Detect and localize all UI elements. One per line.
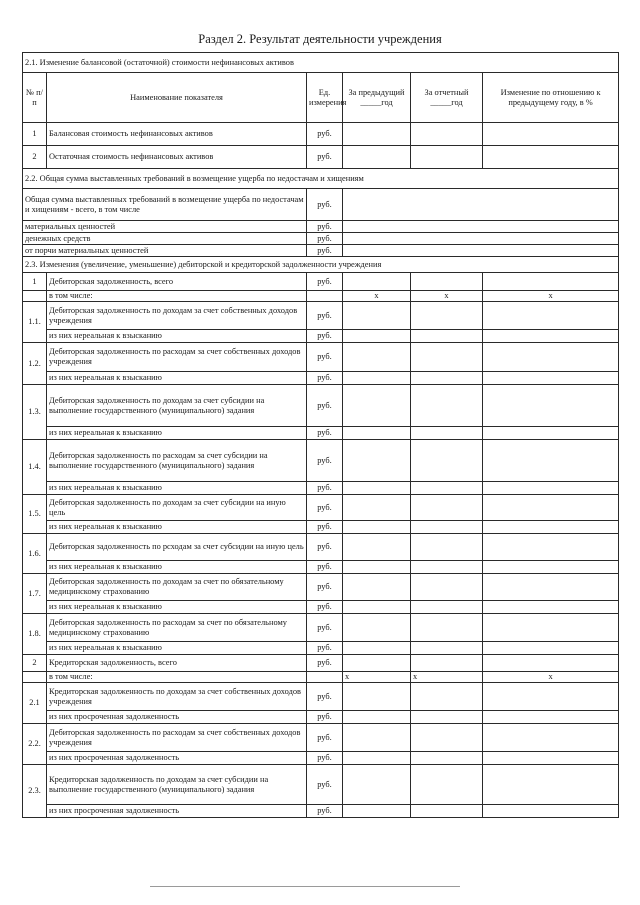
row-name: Дебиторская задолженность по расходам за счет субсидии на выполнение государственного (муниципального) задания <box>47 440 307 482</box>
row-name: Дебиторская задолженность, всего <box>47 273 307 291</box>
cell-change[interactable] <box>483 427 619 440</box>
cell-prev-year[interactable] <box>343 683 411 711</box>
section-2-3-title: 2.3. Изменения (увеличение, уменьшение) дебиторской и кредиторской задолженности учреждения <box>23 257 619 273</box>
row-name: Кредиторская задолженность по доходам за счет субсидии на выполнение государственного (муниципального) задания <box>47 765 307 805</box>
cell-value[interactable] <box>343 233 619 245</box>
cell-prev-year[interactable] <box>343 805 411 818</box>
cell-change[interactable] <box>483 614 619 642</box>
row-name: Дебиторская задолженность по доходам за счет по обязательному медицинскому страхованию <box>47 574 307 601</box>
row-subname: из них просроченная задолженность <box>47 711 307 724</box>
row-subname: из них нереальная к взысканию <box>47 521 307 534</box>
row-unit <box>307 291 343 302</box>
row-name: денежных средств <box>23 233 307 245</box>
row-num: 1.2. <box>23 343 47 385</box>
row-name: Дебиторская задолженность по доходам за счет субсидии на иную цель <box>47 495 307 521</box>
row-num: 2.2. <box>23 724 47 765</box>
cell-change[interactable] <box>483 123 619 146</box>
row-name: в том числе: <box>47 291 307 302</box>
row-unit: руб. <box>307 330 343 343</box>
footer-line <box>150 886 460 887</box>
cell-change[interactable] <box>483 440 619 482</box>
cell-prev-year[interactable] <box>343 574 411 601</box>
row-subname: из них нереальная к взысканию <box>47 427 307 440</box>
cell-prev-year[interactable] <box>343 752 411 765</box>
section-2-2-row <box>23 169 619 189</box>
row-unit: руб. <box>307 711 343 724</box>
cell-report-year[interactable] <box>411 440 483 482</box>
cell-change[interactable] <box>483 765 619 805</box>
cell-prev-year[interactable] <box>343 427 411 440</box>
cell-prev-year[interactable] <box>343 711 411 724</box>
table-row <box>23 724 619 752</box>
cell-report-year[interactable] <box>411 601 483 614</box>
row-unit: руб. <box>307 372 343 385</box>
cell-report-year[interactable] <box>411 805 483 818</box>
row-unit: руб. <box>307 752 343 765</box>
table-row <box>23 601 619 614</box>
row-num <box>23 291 47 302</box>
table-row <box>23 123 619 146</box>
row-num: 1.4. <box>23 440 47 495</box>
row-unit: руб. <box>307 805 343 818</box>
row-unit: руб. <box>307 724 343 752</box>
row-num: 1.8. <box>23 614 47 655</box>
cell-change[interactable] <box>483 343 619 372</box>
row-unit: руб. <box>307 642 343 655</box>
cell-change[interactable] <box>483 655 619 672</box>
row-unit: руб. <box>307 601 343 614</box>
table-row <box>23 655 619 672</box>
row-num: 2.3. <box>23 765 47 818</box>
row-name: Дебиторская задолженность по доходам за счет субсидии на выполнение государственного (муниципального) задания <box>47 385 307 427</box>
table-row <box>23 561 619 574</box>
row-name: Дебиторская задолженность по доходам за счет собственных доходов учреждения <box>47 302 307 330</box>
section-2-1-title: 2.1. Изменение балансовой (остаточной) стоимости нефинансовых активов <box>23 53 619 73</box>
table-row <box>23 521 619 534</box>
row-unit: руб. <box>307 614 343 642</box>
row-unit: руб. <box>307 655 343 672</box>
cell-report-year[interactable] <box>411 302 483 330</box>
cell-change[interactable] <box>483 534 619 561</box>
cell-report-year[interactable] <box>411 385 483 427</box>
header-unit: Ед. измерения <box>307 73 343 123</box>
row-unit: руб. <box>307 765 343 805</box>
row-num: 1.3. <box>23 385 47 440</box>
table-row <box>23 614 619 642</box>
cell-change[interactable] <box>483 482 619 495</box>
table-row <box>23 427 619 440</box>
cell-mark: x <box>411 672 483 683</box>
row-num: 1.6. <box>23 534 47 574</box>
cell-report-year[interactable] <box>411 724 483 752</box>
table-row <box>23 711 619 724</box>
table-row <box>23 683 619 711</box>
table-row <box>23 330 619 343</box>
table-row <box>23 672 619 683</box>
header-num: № п/п <box>23 73 47 123</box>
cell-report-year[interactable] <box>411 711 483 724</box>
cell-report-year[interactable] <box>411 614 483 642</box>
column-header-row <box>23 73 619 123</box>
cell-prev-year[interactable] <box>343 385 411 427</box>
cell-change[interactable] <box>483 752 619 765</box>
cell-change[interactable] <box>483 302 619 330</box>
cell-report-year[interactable] <box>411 343 483 372</box>
row-num: 1 <box>23 273 47 291</box>
cell-change[interactable] <box>483 146 619 169</box>
row-subname: из них нереальная к взысканию <box>47 330 307 343</box>
table-row <box>23 534 619 561</box>
cell-report-year[interactable] <box>411 765 483 805</box>
table-row <box>23 146 619 169</box>
table-row <box>23 221 619 233</box>
row-num: 2 <box>23 146 47 169</box>
header-change: Изменение по отношению к предыдущему году, в % <box>483 73 619 123</box>
cell-report-year[interactable] <box>411 574 483 601</box>
row-unit: руб. <box>307 343 343 372</box>
cell-change[interactable] <box>483 495 619 521</box>
cell-prev-year[interactable] <box>343 601 411 614</box>
cell-prev-year[interactable] <box>343 534 411 561</box>
cell-prev-year[interactable] <box>343 482 411 495</box>
cell-prev-year[interactable] <box>343 561 411 574</box>
cell-report-year[interactable] <box>411 482 483 495</box>
row-unit: руб. <box>307 221 343 233</box>
cell-prev-year[interactable] <box>343 765 411 805</box>
row-name: Остаточная стоимость нефинансовых активов <box>47 146 307 169</box>
row-name: в том числе: <box>47 672 307 683</box>
row-num: 1.7. <box>23 574 47 614</box>
row-num: 1.1. <box>23 302 47 343</box>
row-name: Кредиторская задолженность по доходам за счет собственных доходов учреждения <box>47 683 307 711</box>
cell-change[interactable] <box>483 574 619 601</box>
table-row <box>23 233 619 245</box>
section-2-2-title: 2.2. Общая сумма выставленных требований в возмещение ущерба по недостачам и хищениям <box>23 169 619 189</box>
row-name: от порчи материальных ценностей <box>23 245 307 257</box>
row-unit: руб. <box>307 123 343 146</box>
cell-mark: x <box>343 672 411 683</box>
row-name: Кредиторская задолженность, всего <box>47 655 307 672</box>
cell-report-year[interactable] <box>411 561 483 574</box>
row-unit: руб. <box>307 534 343 561</box>
cell-mark: x <box>343 291 411 302</box>
row-num: 1 <box>23 123 47 146</box>
row-num: 1.5. <box>23 495 47 534</box>
table-row <box>23 805 619 818</box>
page-title: Раздел 2. Результат деятельности учреждения <box>198 32 442 46</box>
row-unit: руб. <box>307 495 343 521</box>
table-row <box>23 385 619 427</box>
row-name: материальных ценностей <box>23 221 307 233</box>
table-row <box>23 574 619 601</box>
cell-change[interactable] <box>483 805 619 818</box>
cell-prev-year[interactable] <box>343 614 411 642</box>
cell-report-year[interactable] <box>411 495 483 521</box>
row-unit: руб. <box>307 146 343 169</box>
row-subname: из них нереальная к взысканию <box>47 601 307 614</box>
cell-change[interactable] <box>483 521 619 534</box>
row-unit: руб. <box>307 273 343 291</box>
cell-value[interactable] <box>343 189 619 221</box>
table-row <box>23 495 619 521</box>
row-subname: из них нереальная к взысканию <box>47 561 307 574</box>
table-row <box>23 302 619 330</box>
row-subname: из них нереальная к взысканию <box>47 372 307 385</box>
cell-report-year[interactable] <box>411 372 483 385</box>
cell-prev-year[interactable] <box>343 655 411 672</box>
row-name: Балансовая стоимость нефинансовых активов <box>47 123 307 146</box>
cell-change[interactable] <box>483 724 619 752</box>
section-2-1-row <box>23 53 619 73</box>
cell-prev-year[interactable] <box>343 343 411 372</box>
cell-report-year[interactable] <box>411 534 483 561</box>
cell-prev-year[interactable] <box>343 495 411 521</box>
cell-change[interactable] <box>483 330 619 343</box>
cell-prev-year[interactable] <box>343 372 411 385</box>
row-name: Дебиторская задолженность по расходам за счет собственных доходов учреждения <box>47 343 307 372</box>
row-name: Дебиторская задолженность по рсходам за счет субсидии на иную цель <box>47 534 307 561</box>
row-subname: из них просроченная задолженность <box>47 752 307 765</box>
cell-report-year[interactable] <box>411 752 483 765</box>
table-row <box>23 189 619 221</box>
cell-prev-year[interactable] <box>343 123 411 146</box>
row-subname: из них просроченная задолженность <box>47 805 307 818</box>
row-name: Общая сумма выставленных требований в возмещение ущерба по недостачам и хищениям - всего, в том числе <box>23 189 307 221</box>
cell-value[interactable] <box>343 245 619 257</box>
cell-report-year[interactable] <box>411 521 483 534</box>
row-unit: руб. <box>307 574 343 601</box>
cell-change[interactable] <box>483 601 619 614</box>
row-unit: руб. <box>307 427 343 440</box>
cell-prev-year[interactable] <box>343 724 411 752</box>
cell-change[interactable] <box>483 561 619 574</box>
report-table <box>22 52 619 818</box>
cell-mark: x <box>483 291 619 302</box>
cell-prev-year[interactable] <box>343 642 411 655</box>
row-num: 2 <box>23 655 47 672</box>
cell-value[interactable] <box>343 221 619 233</box>
row-unit: руб. <box>307 521 343 534</box>
table-row <box>23 273 619 291</box>
cell-report-year[interactable] <box>411 642 483 655</box>
header-prev-year: За предыдущий _____год <box>343 73 411 123</box>
table-row <box>23 752 619 765</box>
cell-change[interactable] <box>483 683 619 711</box>
row-unit: руб. <box>307 233 343 245</box>
table-row <box>23 372 619 385</box>
row-unit: руб. <box>307 482 343 495</box>
section-2-3-row <box>23 257 619 273</box>
row-unit: руб. <box>307 683 343 711</box>
table-row <box>23 245 619 257</box>
cell-change[interactable] <box>483 372 619 385</box>
row-num <box>23 672 47 683</box>
row-num: 2.1 <box>23 683 47 724</box>
row-unit: руб. <box>307 440 343 482</box>
row-name: Дебиторская задолженность по расходам за счет по обязательному медицинскому страхованию <box>47 614 307 642</box>
row-unit: руб. <box>307 561 343 574</box>
row-unit: руб. <box>307 302 343 330</box>
cell-report-year[interactable] <box>411 427 483 440</box>
cell-prev-year[interactable] <box>343 521 411 534</box>
cell-prev-year[interactable] <box>343 440 411 482</box>
cell-report-year[interactable] <box>411 146 483 169</box>
row-unit: руб. <box>307 385 343 427</box>
cell-prev-year[interactable] <box>343 146 411 169</box>
header-report-year: За отчетный _____год <box>411 73 483 123</box>
cell-prev-year[interactable] <box>343 330 411 343</box>
cell-prev-year[interactable] <box>343 302 411 330</box>
cell-report-year[interactable] <box>411 655 483 672</box>
table-row <box>23 440 619 482</box>
cell-change[interactable] <box>483 385 619 427</box>
row-unit: руб. <box>307 189 343 221</box>
table-row <box>23 291 619 302</box>
row-name: Дебиторская задолженность по расходам за счет собственных доходов учреждения <box>47 724 307 752</box>
cell-mark: x <box>483 672 619 683</box>
cell-report-year[interactable] <box>411 273 483 291</box>
row-subname: из них нереальная к взысканию <box>47 482 307 495</box>
table-row <box>23 343 619 372</box>
cell-change[interactable] <box>483 273 619 291</box>
cell-report-year[interactable] <box>411 683 483 711</box>
cell-change[interactable] <box>483 711 619 724</box>
cell-change[interactable] <box>483 642 619 655</box>
table-row <box>23 642 619 655</box>
row-unit: руб. <box>307 245 343 257</box>
header-name: Наименование показателя <box>47 73 307 123</box>
table-row <box>23 482 619 495</box>
table-row <box>23 765 619 805</box>
row-unit <box>307 672 343 683</box>
cell-report-year[interactable] <box>411 123 483 146</box>
cell-report-year[interactable] <box>411 330 483 343</box>
cell-mark: x <box>411 291 483 302</box>
cell-prev-year[interactable] <box>343 273 411 291</box>
row-subname: из них нереальная к взысканию <box>47 642 307 655</box>
